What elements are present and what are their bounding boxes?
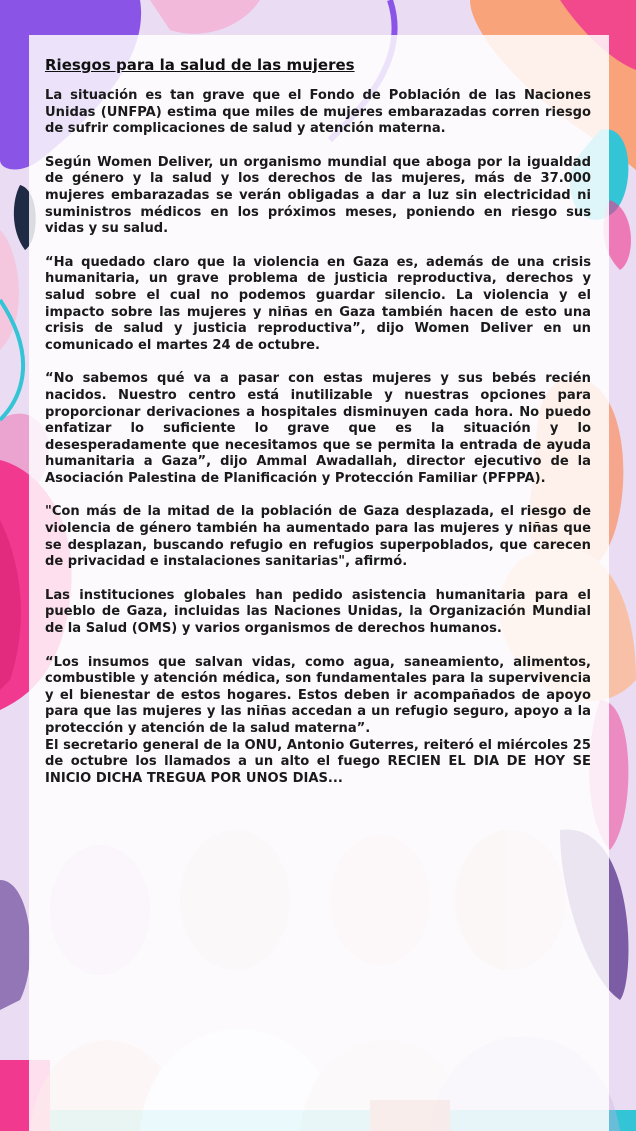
article-body — [45, 56, 591, 787]
paragraph: “Ha quedado claro que la violencia en Gaza es, además de una crisis humanitaria, un grave problema de justicia reproductiva, derechos y salud sobre el cual no podemos guardar silencio. La violencia y el impacto sobre las mujeres y niñas en Gaza también hacen de esto una crisis de salud y justicia reproductiva”, dijo Women Deliver en un comunicado el martes 24 de octubre. — [45, 254, 591, 353]
paragraph: La situación es tan grave que el Fondo de Población de las Naciones Unidas (UNFPA) estima que miles de mujeres embarazadas corren riesgo de sufrir complicaciones de salud y atención materna. — [45, 88, 591, 137]
paragraph: Las instituciones globales han pedido asistencia humanitaria para el pueblo de Gaza, incluidas las Naciones Unidas, la Organización Mundial de la Salud (OMS) y varios organismos de derechos humanos. — [45, 587, 591, 637]
paragraph: “No sabemos qué va a pasar con estas mujeres y sus bebés recién nacidos. Nuestro centro está inutilizable y nuestras opciones para proporcionar derivaciones a hospitales disminuyen cada hora. No puedo enfatizar lo suficiente lo grave que es la situación y lo desesperadamente que necesitamos que se permita la entrada de ayuda humanitaria a Gaza”, dijo Ammal Awadallah, director ejecutivo de la Asociación Palestina de Planificación y Protección Familiar (PFPPA). — [45, 371, 591, 486]
paragraph: El secretario general de la ONU, Antonio Guterres, reiteró el miércoles 25 de octubre los llamados a un alto el fuego RECIEN EL DIA DE HOY SE INICIO DICHA TREGUA POR UNOS DIAS... — [45, 737, 591, 786]
article-title: Riesgos para la salud de las mujeres — [45, 56, 355, 74]
paragraph: “Los insumos que salvan vidas, como agua, saneamiento, alimentos, combustible y atención médica, son fundamentales para la supervivencia y el bienestar de estos hogares. Estos deben ir acompañados de apoyo para que las mujeres y las niñas accedan a un refugio seguro, apoyo a la protección y atención de la salud materna”. — [45, 654, 591, 736]
paragraph: "Con más de la mitad de la población de Gaza desplazada, el riesgo de violencia de género también ha aumentado para las mujeres y niñas que se desplazan, buscando refugio en refugios superpoblados, que carecen de privacidad e instalaciones sanitarias", afirmó. — [45, 504, 591, 570]
paragraph: Según Women Deliver, un organismo mundial que aboga por la igualdad de género y la salud y los derechos de las mujeres, más de 37.000 mujeres embarazadas se verán obligadas a dar a luz sin electricidad ni suministros médicos en los próximos meses, poniendo en riesgo sus vidas y su salud. — [45, 154, 591, 237]
